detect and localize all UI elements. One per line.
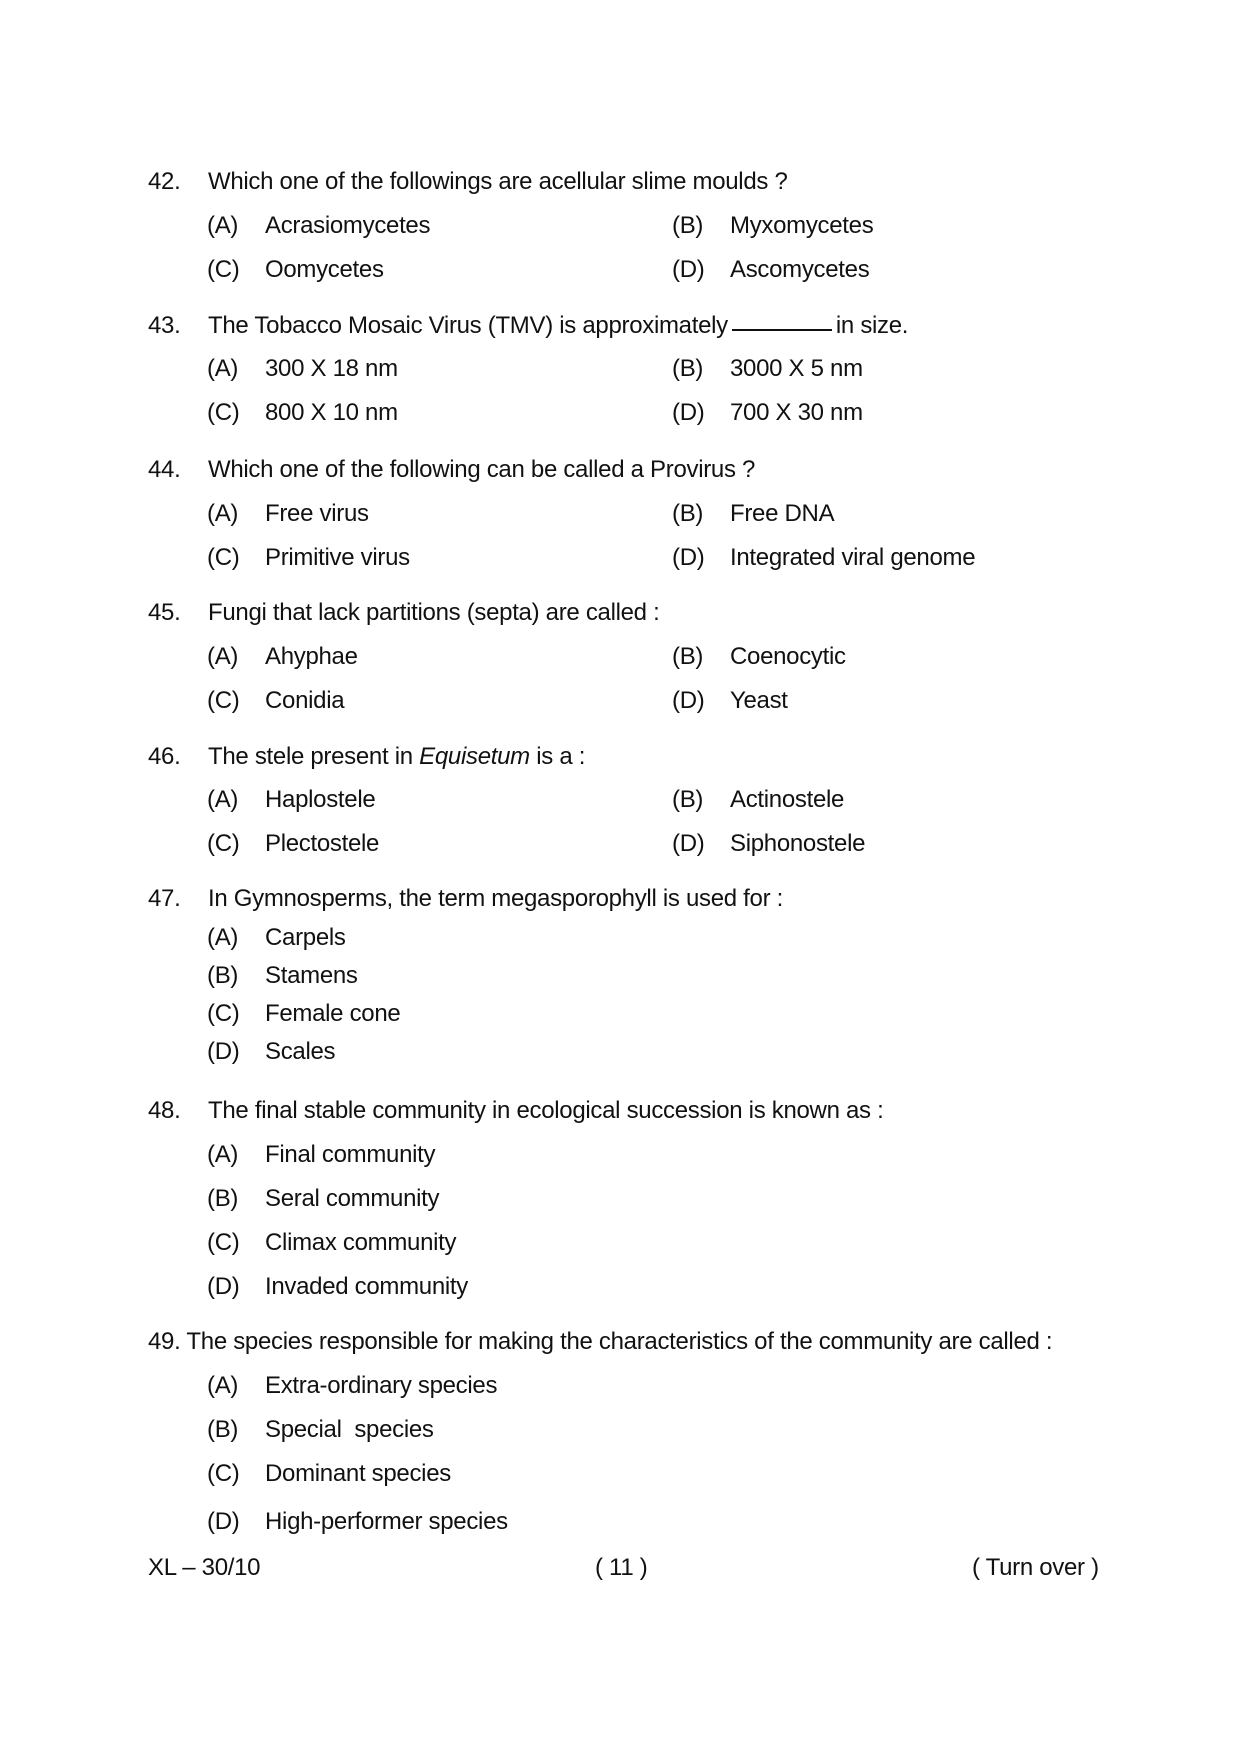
option-text: Coenocytic xyxy=(730,643,846,670)
option-text: Female cone xyxy=(265,1000,401,1027)
option-label: (B) xyxy=(672,786,704,813)
option-label: (D) xyxy=(672,544,705,571)
option-text: Special species xyxy=(265,1416,434,1443)
option-text: 300 X 18 nm xyxy=(265,355,398,382)
question-stem xyxy=(148,1096,884,1126)
option-text: Dominant species xyxy=(265,1460,451,1487)
option-text: Yeast xyxy=(730,687,788,714)
question-text: The stele present in Equisetum is a : xyxy=(208,743,586,770)
option-label: (D) xyxy=(672,830,705,857)
option-text: Stamens xyxy=(265,962,358,989)
option-text: Siphonostele xyxy=(730,830,866,857)
option-label: (A) xyxy=(207,355,239,382)
option-label: (B) xyxy=(672,212,704,239)
question-text: Which one of the following can be called a Provirus ? xyxy=(208,456,756,483)
option-label: (A) xyxy=(207,924,239,951)
option-text: Carpels xyxy=(265,924,346,951)
option-text: Free virus xyxy=(265,500,369,527)
option-text: Scales xyxy=(265,1038,336,1065)
option-label: (A) xyxy=(207,1372,239,1399)
option-text: Acrasiomycetes xyxy=(265,212,431,239)
question-text: Which one of the followings are acellular slime moulds ? xyxy=(208,168,788,195)
option-text: Free DNA xyxy=(730,500,835,527)
question-number: 48. xyxy=(148,1097,181,1124)
question-stem xyxy=(148,311,909,341)
option-label: (D) xyxy=(672,399,705,426)
question-stem xyxy=(148,1327,1052,1357)
question-number: 45. xyxy=(148,599,181,626)
option-text: Climax community xyxy=(265,1229,457,1256)
option-label: (A) xyxy=(207,643,239,670)
option-text: Actinostele xyxy=(730,786,845,813)
option-label: (D) xyxy=(207,1273,240,1300)
option-text: 800 X 10 nm xyxy=(265,399,398,426)
option-text: Myxomycetes xyxy=(730,212,874,239)
option-text: Ascomycetes xyxy=(730,256,870,283)
question-text: In Gymnosperms, the term megasporophyll is used for : xyxy=(208,885,784,912)
option-text: 3000 X 5 nm xyxy=(730,355,863,382)
option-text: Invaded community xyxy=(265,1273,469,1300)
option-label: (B) xyxy=(207,1416,239,1443)
question-number: 43. xyxy=(148,312,181,339)
option-text: Final community xyxy=(265,1141,436,1168)
question-text: Fungi that lack partitions (septa) are called : xyxy=(208,599,660,626)
option-label: (C) xyxy=(207,687,240,714)
option-text: Seral community xyxy=(265,1185,440,1212)
option-label: (D) xyxy=(672,256,705,283)
paper-code: XL – 30/10 xyxy=(148,1554,261,1581)
question-number: 49. xyxy=(148,1328,181,1355)
option-text: Extra-ordinary species xyxy=(265,1372,498,1399)
option-text: Haplostele xyxy=(265,786,376,813)
option-label: (D) xyxy=(672,687,705,714)
question-number: 46. xyxy=(148,743,181,770)
option-text: Plectostele xyxy=(265,830,380,857)
question-text: The Tobacco Mosaic Virus (TMV) is approximately in size. xyxy=(208,312,909,339)
option-label: (A) xyxy=(207,500,239,527)
question-number: 44. xyxy=(148,456,181,483)
option-label: (B) xyxy=(672,643,704,670)
option-label: (B) xyxy=(672,355,704,382)
option-label: (C) xyxy=(207,1000,240,1027)
turn-over-note: ( Turn over ) xyxy=(972,1554,1099,1581)
option-text: High-performer species xyxy=(265,1508,508,1535)
question-stem xyxy=(148,167,788,197)
option-label: (D) xyxy=(207,1038,240,1065)
option-label: (C) xyxy=(207,399,240,426)
question-stem xyxy=(148,455,756,485)
question-number: 47. xyxy=(148,885,181,912)
option-label: (C) xyxy=(207,1229,240,1256)
option-label: (C) xyxy=(207,830,240,857)
genus-name: Equisetum xyxy=(419,743,530,770)
option-label: (B) xyxy=(672,500,704,527)
option-text: 700 X 30 nm xyxy=(730,399,863,426)
option-label: (A) xyxy=(207,1141,239,1168)
question-text: The final stable community in ecological succession is known as : xyxy=(208,1097,884,1124)
option-label: (D) xyxy=(207,1508,240,1535)
question-text: The species responsible for making the characteristics of the community are called : xyxy=(186,1328,1053,1355)
option-text: Oomycetes xyxy=(265,256,384,283)
option-text: Conidia xyxy=(265,687,345,714)
question-number: 42. xyxy=(148,168,181,195)
answer-blank xyxy=(732,329,832,331)
option-label: (B) xyxy=(207,1185,239,1212)
option-label: (C) xyxy=(207,256,240,283)
option-label: (A) xyxy=(207,212,239,239)
option-label: (C) xyxy=(207,544,240,571)
option-text: Integrated viral genome xyxy=(730,544,976,571)
option-label: (B) xyxy=(207,962,239,989)
option-label: (C) xyxy=(207,1460,240,1487)
option-label: (A) xyxy=(207,786,239,813)
question-stem xyxy=(148,598,660,628)
question-stem xyxy=(148,884,784,914)
option-text: Ahyphae xyxy=(265,643,358,670)
question-stem xyxy=(148,742,586,772)
option-text: Primitive virus xyxy=(265,544,410,571)
page-number: ( 11 ) xyxy=(595,1554,648,1581)
